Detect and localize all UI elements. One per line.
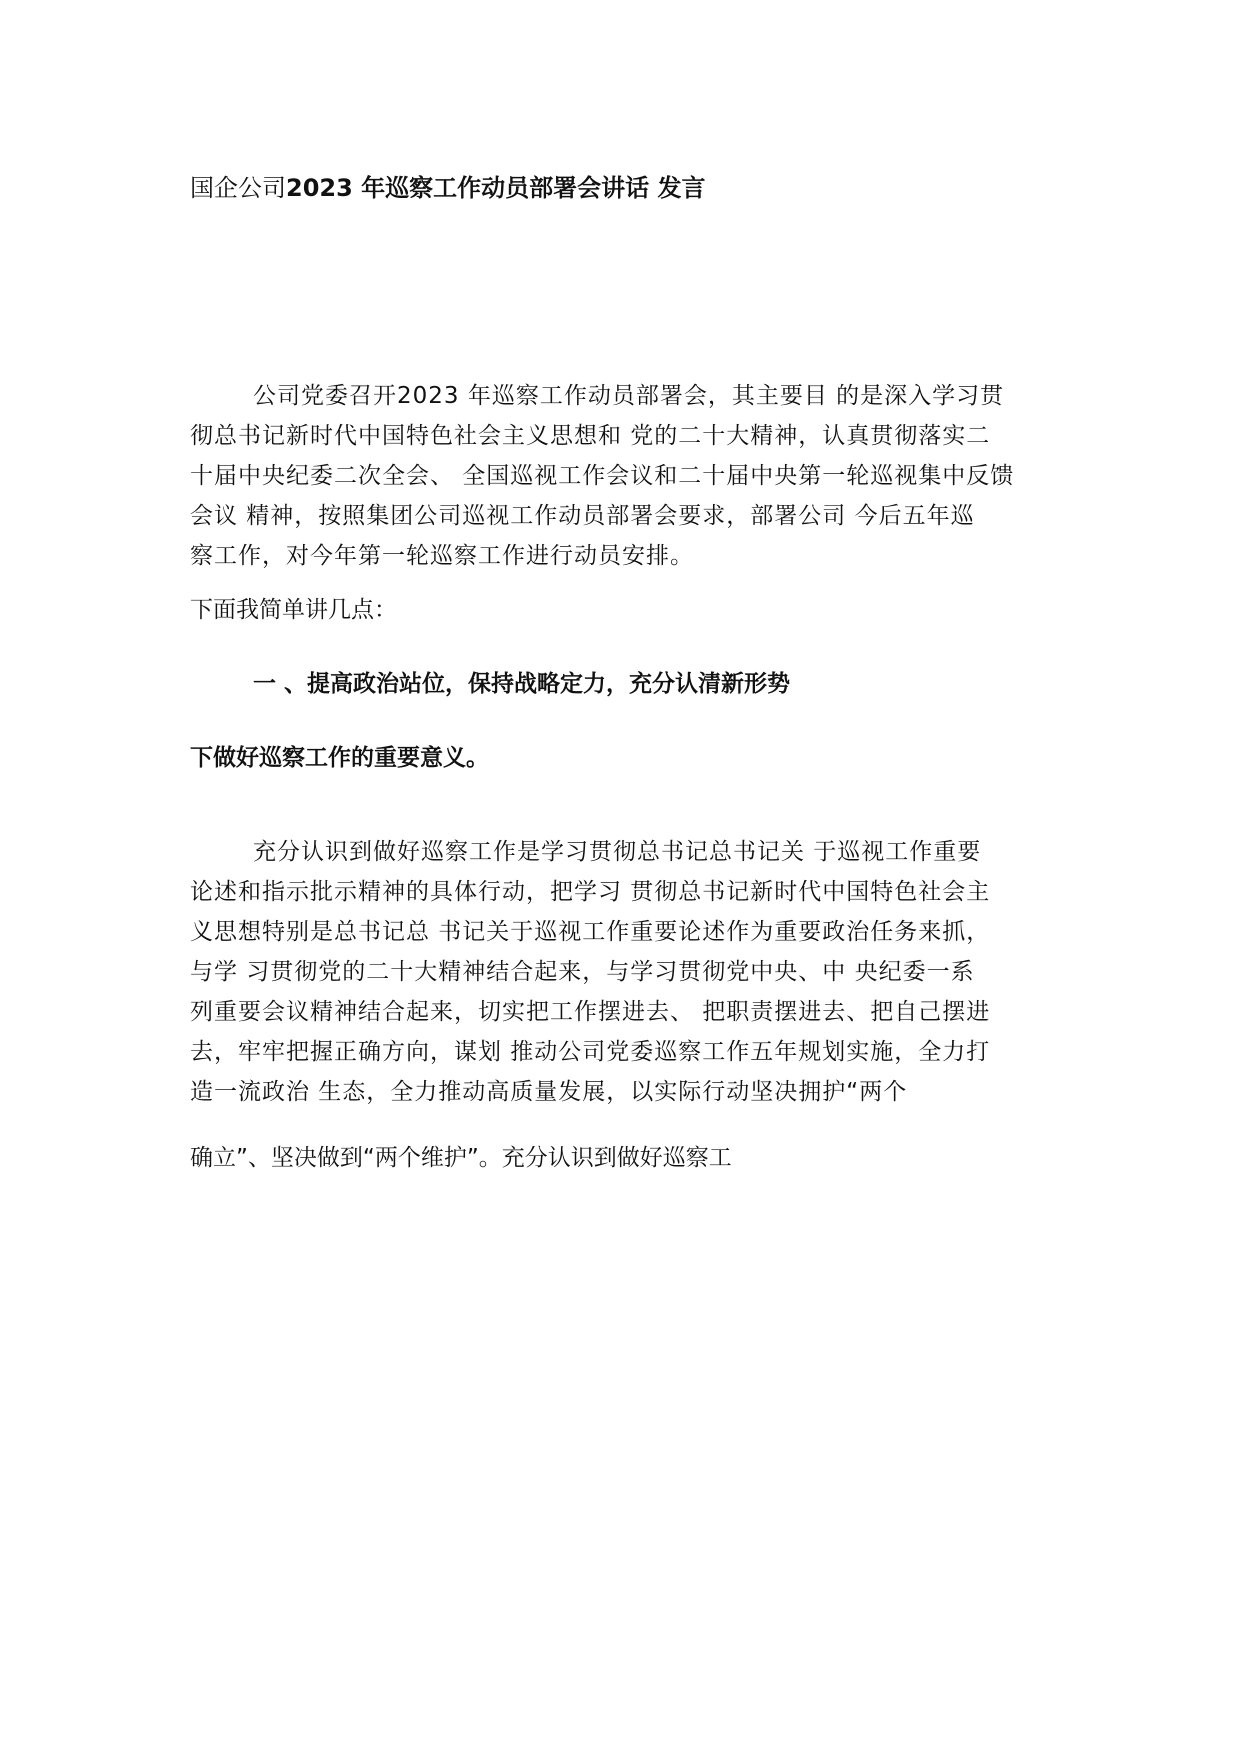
intro-line: 会议 精神，按照集团公司巡视工作动员部署会要求，部署公司 今后五年巡 [190,503,975,529]
document-title [190,170,706,206]
body-line: 充分认识到做好巡察工作是学习贯彻总书记总书记关 于巡视工作重要 [253,839,982,865]
intro-line: 公司党委召开2023 年巡察工作动员部署会，其主要目 的是深入学习贯 [253,383,1005,409]
intro-paragraph [190,376,1085,576]
body-line: 论述和指示批示精神的具体行动，把学习 贯彻总书记新时代中国特色社会主 [190,879,991,905]
intro-line: 彻总书记新时代中国特色社会主义思想和 党的二十大精神，认真贯彻落实二 [190,423,991,449]
intro-line: 十届中央纪委二次全会、 全国巡视工作会议和二十届中央第一轮巡视集中反馈 [190,463,1015,489]
body-line: 造一流政治 生态，全力推动高质量发展，以实际行动坚决拥护“两个 [190,1079,908,1105]
body-line: 与学 习贯彻党的二十大精神结合起来，与学习贯彻党中央、中 央纪委一系 [190,959,975,985]
body-line: 去，牢牢把握正确方向，谋划 推动公司党委巡察工作五年规划实施，全力打 [190,1039,991,1065]
lead-in-text: 下面我简单讲几点： [190,597,397,623]
title-main: 2023 年巡察工作动员部署会讲话 发言 [286,174,706,202]
title-prefix: 国企公司 [190,174,286,202]
body-line: 义思想特别是总书记总 书记关于巡视工作重要论述作为重要政治任务来抓， [190,919,991,945]
intro-line: 察工作，对今年第一轮巡察工作进行动员安排。 [190,543,694,569]
body-line: 列重要会议精神结合起来，切实把工作摆进去、 把职责摆进去、把自己摆进 [190,999,991,1025]
section-1-heading-line-2: 下做好巡察工作的重要意义。 [190,745,489,771]
section-1-heading-line-1: 一 、提高政治站位，保持战略定力，充分认清新形势 [253,671,791,697]
body-paragraph [190,832,1085,1112]
closing-line: 确立”、坚决做到“两个维护”。充分认识到做好巡察工 [190,1145,732,1171]
